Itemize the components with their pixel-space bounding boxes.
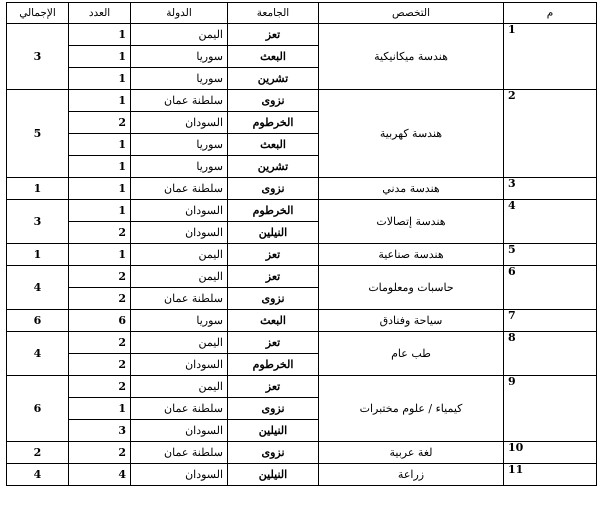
table-row [7, 310, 597, 332]
table-body [7, 24, 597, 486]
row-number: 10 [504, 442, 597, 464]
country-cell: السودان [131, 222, 228, 244]
count-cell: 1 [69, 178, 131, 200]
specialization-cell: طب عام [319, 332, 504, 376]
university-cell: الخرطوم [228, 354, 319, 376]
university-cell: النيلين [228, 222, 319, 244]
table-row [7, 376, 597, 398]
country-cell: سوريا [131, 156, 228, 178]
header-specialization: التخصص [319, 3, 504, 24]
specialization-cell: هندسة كهربية [319, 90, 504, 178]
university-cell: تعز [228, 24, 319, 46]
country-cell: السودان [131, 464, 228, 486]
row-number: 9 [504, 376, 597, 442]
university-cell: نزوى [228, 90, 319, 112]
country-cell: السودان [131, 354, 228, 376]
university-cell: تشرين [228, 68, 319, 90]
specialization-cell: هندسة ميكانيكية [319, 24, 504, 90]
header-row [7, 3, 597, 24]
total-cell: 3 [7, 200, 69, 244]
total-cell: 4 [7, 332, 69, 376]
university-cell: تعز [228, 376, 319, 398]
count-cell: 6 [69, 310, 131, 332]
table-row [7, 244, 597, 266]
country-cell: السودان [131, 112, 228, 134]
count-cell: 2 [69, 442, 131, 464]
country-cell: اليمن [131, 24, 228, 46]
count-cell: 2 [69, 112, 131, 134]
row-number: 4 [504, 200, 597, 244]
country-cell: سلطنة عمان [131, 178, 228, 200]
count-cell: 2 [69, 332, 131, 354]
row-number: 2 [504, 90, 597, 178]
university-cell: البعث [228, 46, 319, 68]
table-row [7, 442, 597, 464]
university-cell: تعز [228, 244, 319, 266]
row-number: 6 [504, 266, 597, 310]
country-cell: سلطنة عمان [131, 442, 228, 464]
total-cell: 6 [7, 376, 69, 442]
table-row [7, 90, 597, 112]
country-cell: السودان [131, 200, 228, 222]
university-cell: تشرين [228, 156, 319, 178]
count-cell: 2 [69, 266, 131, 288]
count-cell: 1 [69, 200, 131, 222]
specialization-cell: حاسبات ومعلومات [319, 266, 504, 310]
table-row [7, 266, 597, 288]
row-number: 3 [504, 178, 597, 200]
count-cell: 1 [69, 68, 131, 90]
count-cell: 2 [69, 222, 131, 244]
university-cell: تعز [228, 332, 319, 354]
header-no: م [504, 3, 597, 24]
count-cell: 1 [69, 24, 131, 46]
count-cell: 1 [69, 46, 131, 68]
count-cell: 2 [69, 376, 131, 398]
scholarship-table [6, 2, 597, 486]
total-cell: 1 [7, 244, 69, 266]
country-cell: سلطنة عمان [131, 90, 228, 112]
university-cell: الخرطوم [228, 200, 319, 222]
count-cell: 1 [69, 90, 131, 112]
count-cell: 4 [69, 464, 131, 486]
count-cell: 1 [69, 398, 131, 420]
university-cell: البعث [228, 134, 319, 156]
university-cell: النيلين [228, 464, 319, 486]
country-cell: اليمن [131, 332, 228, 354]
country-cell: سوريا [131, 46, 228, 68]
header-count: العدد [69, 3, 131, 24]
country-cell: سوريا [131, 310, 228, 332]
country-cell: سلطنة عمان [131, 398, 228, 420]
university-cell: نزوى [228, 288, 319, 310]
specialization-cell: لغة عربية [319, 442, 504, 464]
specialization-cell: هندسة صناعية [319, 244, 504, 266]
table-row [7, 200, 597, 222]
specialization-cell: زراعة [319, 464, 504, 486]
total-cell: 3 [7, 24, 69, 90]
university-cell: تعز [228, 266, 319, 288]
header-country: الدولة [131, 3, 228, 24]
country-cell: اليمن [131, 244, 228, 266]
country-cell: اليمن [131, 376, 228, 398]
university-cell: نزوى [228, 442, 319, 464]
table-row [7, 332, 597, 354]
university-cell: النيلين [228, 420, 319, 442]
university-cell: نزوى [228, 178, 319, 200]
table-row [7, 178, 597, 200]
total-cell: 2 [7, 442, 69, 464]
specialization-cell: هندسة إتصالات [319, 200, 504, 244]
specialization-cell: كيمياء / علوم مختبرات [319, 376, 504, 442]
country-cell: السودان [131, 420, 228, 442]
table-row [7, 464, 597, 486]
university-cell: البعث [228, 310, 319, 332]
header-total: الإجمالي [7, 3, 69, 24]
row-number: 8 [504, 332, 597, 376]
count-cell: 3 [69, 420, 131, 442]
table-row [7, 24, 597, 46]
count-cell: 1 [69, 156, 131, 178]
row-number: 1 [504, 24, 597, 90]
total-cell: 4 [7, 464, 69, 486]
country-cell: سوريا [131, 68, 228, 90]
total-cell: 4 [7, 266, 69, 310]
total-cell: 6 [7, 310, 69, 332]
total-cell: 5 [7, 90, 69, 178]
total-cell: 1 [7, 178, 69, 200]
count-cell: 2 [69, 354, 131, 376]
country-cell: سوريا [131, 134, 228, 156]
country-cell: اليمن [131, 266, 228, 288]
count-cell: 1 [69, 134, 131, 156]
count-cell: 1 [69, 244, 131, 266]
header-university: الجامعة [228, 3, 319, 24]
row-number: 11 [504, 464, 597, 486]
university-cell: الخرطوم [228, 112, 319, 134]
count-cell: 2 [69, 288, 131, 310]
row-number: 7 [504, 310, 597, 332]
specialization-cell: سياحة وفنادق [319, 310, 504, 332]
row-number: 5 [504, 244, 597, 266]
specialization-cell: هندسة مدني [319, 178, 504, 200]
university-cell: نزوى [228, 398, 319, 420]
country-cell: سلطنة عمان [131, 288, 228, 310]
